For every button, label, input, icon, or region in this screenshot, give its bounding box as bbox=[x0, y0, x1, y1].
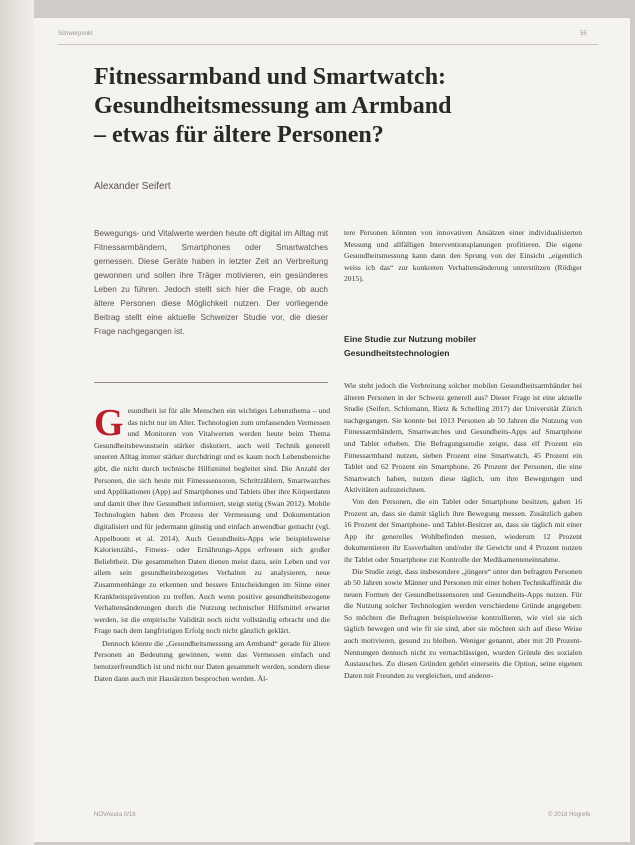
body-paragraph: Die Studie zeigt, dass insbesondere „jüngere“ unter den befragten Personen ab 50 Jahren sowie Männer und Personen mit einer hohen Technikaffinität die neuen Formen der Gesundheitssensoren und Gesundheits-Apps nutzen. Für die Nutzung solcher Technologien werden verschiedene Gründe angegeben: So möchten die Befragten beispielsweise kontrollieren, wie viel sie sich täglich bewegen und wie fit sie sind, aber sie möchten sich auf diese Weise auch motivieren, gesund zu bleiben. Weniger genannt, aber mit 20 Prozent-Nennungen dennoch nicht zu vernachlässigen, wurden Gründe des sozialen Austausches. Zu diesen Gründen gehört einerseits die Option, seine eigenen Daten mit Freunden zu vergleichen, und anderer- bbox=[344, 566, 582, 680]
body-paragraph: Dennoch könnte die „Gesundheitsmessung am Armband“ gerade für ältere Personen an Bedeutung gewinnen, wenn das Vermessen einfach und benutzerfreundlich ist und nicht nur Daten gesammelt werden, sondern diese Daten dann auch mit Hausärzten besprochen werden. Äl- bbox=[94, 638, 330, 683]
binding-shadow bbox=[0, 0, 34, 845]
body-column-right bbox=[344, 380, 582, 681]
body-paragraph: tere Personen könnten von innovativen Ansätzen einer individualisierten Messung und allfälligen Interventionsplanungen profitieren. Die eigene Gesundheitsmessung kann dann den Sprung von der Einsicht „eigentlich weiss ich das“ zur konkreten Verhaltensänderung unterstützen (Rödiger 2015). bbox=[344, 228, 582, 284]
page-number: 55 bbox=[580, 31, 587, 37]
body-text: esundheit ist für alle Menschen ein wichtiges Lebensthema – und das nicht nur im Alter. Technologien zum umfassenden Vermessen und Monitoren von Vitalwerten werden heute beim Thema Gesundheitsbewusstsein stärker diskutiert, auch weil Technik generell unseren Alltag immer stärker durchdringt und es kaum noch Lebensbereiche gibt, die nicht durch technische Hilfsmittel begleitet sind. Die Anzahl der Personen, die sich heute mit Fitnesssensoren, Schrittzählern, Smartwatches und Applikationen (App) auf Smartphones und Tablets über ihre Körperdaten und damit über ihre Gesundheit informiert, steigt stetig (Swan 2012). Mobile Technologien haben den Prozess der Vermessung und Dokumentation digitalisiert und für jedermann günstig und einfach anwendbar gemacht (vgl. Appelboom et al. 2014). Auch Gesundheits-Apps wie beispielsweise Kalorienzähl-, Fitness- oder Ernährungs-Apps erfreuen sich großer Beliebtheit. Die gesammelten Daten dienen meist dazu, sein Leben und vor allem sein gesundheitsbezogenes Verhalten zu analysieren, neue Zusammenhänge zu erkennen und bessere Entscheidungen im Sinne einer Krankheitsprävention zu treffen. Auch wenn positive gesundheitsbezogene Verhaltensänderungen durch die Nutzung technischer Hilfsmittel erwartet werden, ist die empirische Validität noch nicht vollständig erbracht und die Frage nach dem langfristigen Erfolg noch nicht gänzlich geklärt. bbox=[94, 406, 330, 636]
title-line: – etwas für ältere Personen? bbox=[94, 121, 384, 148]
title-line: Gesundheitsmessung am Armband bbox=[94, 92, 452, 119]
lead-paragraph: Bewegungs- und Vitalwerte werden heute oft digital im Alltag mit Fitnessarmbändern, Smartphones oder Smartwatches gemessen. Diese Geräte haben in letzter Zeit an Verbreitung gewonnen und sollen ihre Träger motivieren, ein gesünderes Leben zu führen. Jedoch stellt sich hier die Frage, ob auch ältere Personen diese Möglichkeit nutzen. Der vorliegende Beitrag stellt eine aktuelle Schweizer Studie vor, die dieser Frage nachgegangen ist. bbox=[94, 229, 328, 336]
footer-copyright: © 2018 Hogrefe bbox=[548, 812, 591, 818]
author-name: Alexander Seifert bbox=[94, 181, 171, 192]
footer-journal: NOVAcura 0/18 bbox=[94, 812, 136, 818]
body-paragraph bbox=[94, 402, 330, 637]
body-paragraph: Wie steht jedoch die Verbreitung solcher mobilen Gesundheitsarmbänder bei älteren Personen in der Schweiz generell aus? Dieser Frage ist eine aktuelle Studie (Seifert, Schlomann, Rietz & Schelling 2017) der Universität Zürich nachgegangen. Sie konnte bei 1013 Personen ab 50 Jahren die Nutzung von Fitnessarmbändern, Smartwatches und Gesundheits-Apps auf Smartphone und Tablet erheben. Die Befragungsstudie zeigte, dass elf Prozent ein Fitnessarmband nutzen, sieben Prozent eine Smartwatch, 45 Prozent ein Tablet und 62 Prozent ein Smartphone. 26 Prozent der Personen, die eine Smartwatch haben, nutzen diese täglich, um ihre Bewegungen und Aktivitäten aufzuzeichnen. bbox=[344, 381, 582, 495]
lead-divider bbox=[94, 382, 328, 383]
body-paragraph: Von den Personen, die ein Tablet oder Smartphone besitzen, gaben 16 Prozent an, dass sie damit täglich ihre Bewegung messen. Zusätzlich gaben 16 Prozent der Smartphone- und Tablet-Besitzer an, dass sie täglich mit einer App ihr generelles Wohlbefinden messen, wiederum 12 Prozent dokumentieren ihr Essverhalten und/oder ihr Gewicht und 4 Prozent nutzen ihr Tablet oder Smartphone zur Kontrolle der Medikamenteneinnahme. bbox=[344, 496, 582, 564]
section-heading: Eine Studie zur Nutzung mobiler Gesundheitstechnologien bbox=[344, 334, 477, 358]
body-column-right-top bbox=[344, 227, 582, 285]
article-title bbox=[94, 63, 594, 149]
drop-cap: G bbox=[94, 402, 124, 444]
title-line: Fitnessarmband und Smartwatch: bbox=[94, 64, 447, 90]
running-head: Schwerpunkt bbox=[58, 31, 93, 37]
body-column-left bbox=[94, 402, 330, 685]
header-rule bbox=[58, 44, 598, 45]
